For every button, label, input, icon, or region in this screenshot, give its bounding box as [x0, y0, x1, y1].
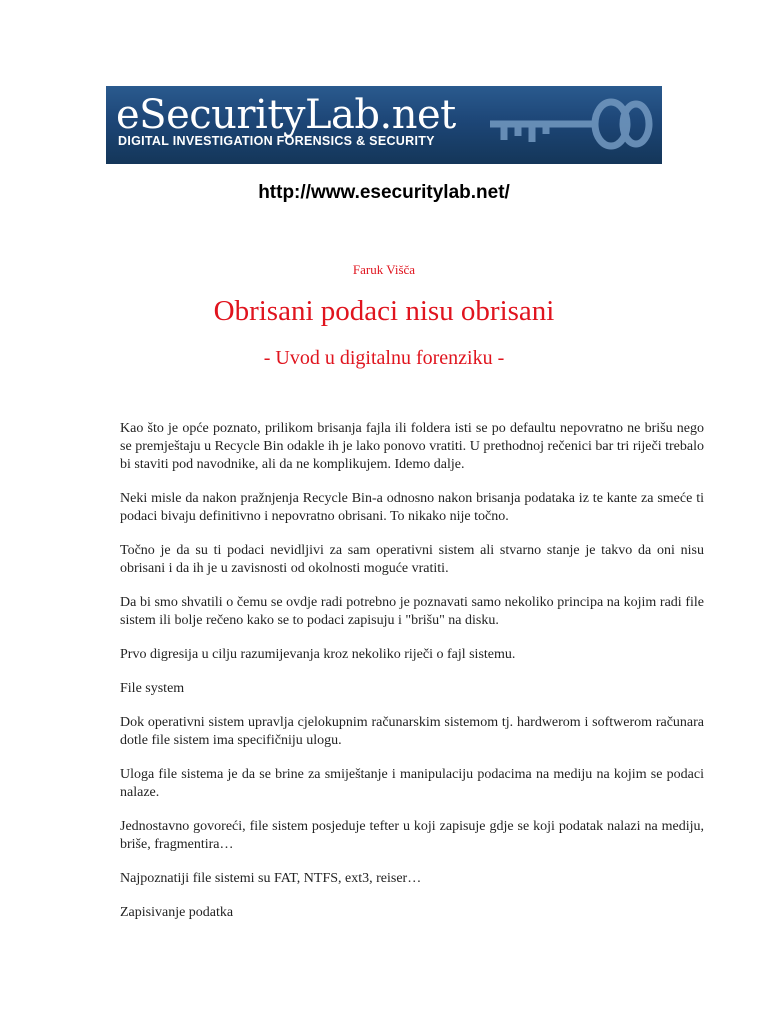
document-subtitle: - Uvod u digitalnu forenziku - — [263, 347, 505, 369]
site-banner — [106, 86, 662, 164]
paragraph: Kao što je opće poznato, prilikom brisanja fajla ili foldera isti se po defaultu nepovratno ne brišu nego se premještaju u Recycle Bin odakle ih je lako ponovo vratiti. U prethodnoj rečenici bar tri riječi trebalo bi staviti pod navodnike, ali da ne komplikujem. Idemo dalje. — [120, 421, 704, 472]
paragraph: Najpoznatiji file sistemi su FAT, NTFS, ext3, reiser… — [120, 871, 422, 886]
site-tagline: DIGITAL INVESTIGATION FORENSICS & SECURITY — [118, 134, 435, 148]
author-name: Faruk Višča — [352, 262, 416, 277]
paragraph: Prvo digresija u cilju razumijevanja kroz nekoliko riječi o fajl sistemu. — [120, 647, 516, 662]
section-heading: Zapisivanje podatka — [120, 905, 234, 920]
paragraph: Uloga file sistema je da se brine za smiještanje i manipulaciju podacima na mediju na kojim se podaci nalaze. — [120, 767, 704, 800]
key-icon — [486, 90, 656, 160]
document-body — [120, 420, 704, 938]
paragraph: Jednostavno govoreći, file sistem posjeduje tefter u koji zapisuje gdje se koji podatak nalazi na mediju, briše, fragmentira… — [120, 819, 704, 852]
section-heading: File system — [120, 681, 185, 696]
site-url: http://www.esecuritylab.net/ — [258, 182, 510, 203]
paragraph: Dok operativni sistem upravlja cjelokupnim računarskim sistemom tj. hardwerom i softwerom računara dotle file sistem ima specifičniju ulogu. — [120, 715, 704, 748]
paragraph: Da bi smo shvatili o čemu se ovdje radi potrebno je poznavati samo nekoliko principa na kojim radi file sistem ili bolje rečeno kako se to podaci zapisuju i "brišu" na disku. — [120, 595, 704, 628]
paragraph: Neki misle da nakon pražnjenja Recycle Bin-a odnosno nakon brisanja podataka iz te kante za smeće ti podaci bivaju definitivno i nepovratno obrisani. To nikako nije točno. — [120, 491, 704, 524]
paragraph: Točno je da su ti podaci nevidljivi za sam operativni sistem ali stvarno stanje je takvo da oni nisu obrisani i da ih je u zavisnosti od okolnosti moguće vratiti. — [120, 543, 704, 576]
site-logo-text: eSecurityLab.net — [116, 92, 456, 138]
document-title: Obrisani podaci nisu obrisani — [213, 295, 555, 327]
